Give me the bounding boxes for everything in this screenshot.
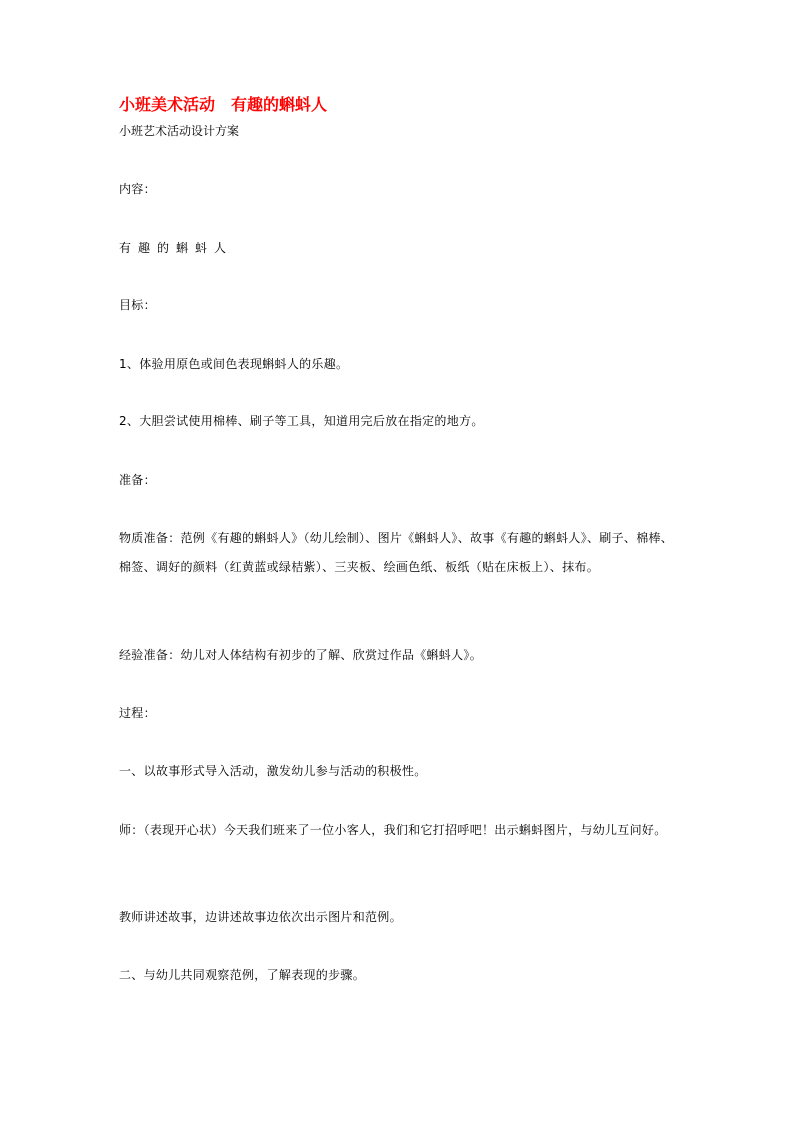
step-1: 一、以故事形式导入活动，激发幼儿参与活动的积极性。 — [119, 764, 427, 778]
content-text: 有趣的蝌蚪人 — [119, 241, 234, 255]
goal-2: 2、大胆尝试使用棉棒、刷子等工具，知道用完后放在指定的地方。 — [119, 414, 484, 428]
teacher-line: 师：（表现开心状）今天我们班来了一位小客人，我们和它打招呼吧！出示蝌蚪图片，与幼儿互问好。 — [119, 823, 667, 837]
material-prep: 物质准备：范例《有趣的蝌蚪人》（幼儿绘制）、图片《蝌蚪人》、故事《有趣的蝌蚪人》、刷子、棉棒、棉签、调好的颜料（红黄蓝或绿桔紫）、三夹板、绘画色纸、板纸（贴在床板上）、抹布。 — [119, 531, 674, 574]
teacher-story: 教师讲述故事，边讲述故事边依次出示图片和范例。 — [119, 910, 402, 924]
document-title: 小班美术活动 有趣的蝌蚪人 — [119, 95, 328, 114]
content-label: 内容： — [119, 182, 156, 196]
prep-label: 准备： — [119, 473, 156, 487]
document-subtitle: 小班艺术活动设计方案 — [119, 124, 240, 138]
step-2: 二、与幼儿共同观察范例，了解表现的步骤。 — [119, 968, 366, 982]
process-label: 过程： — [119, 706, 156, 720]
experience-prep: 经验准备：幼儿对人体结构有初步的了解、欣赏过作品《蝌蚪人》。 — [119, 648, 483, 662]
goal-1: 1、体验用原色或间色表现蝌蚪人的乐趣。 — [119, 357, 349, 371]
goals-label: 目标： — [119, 298, 156, 312]
